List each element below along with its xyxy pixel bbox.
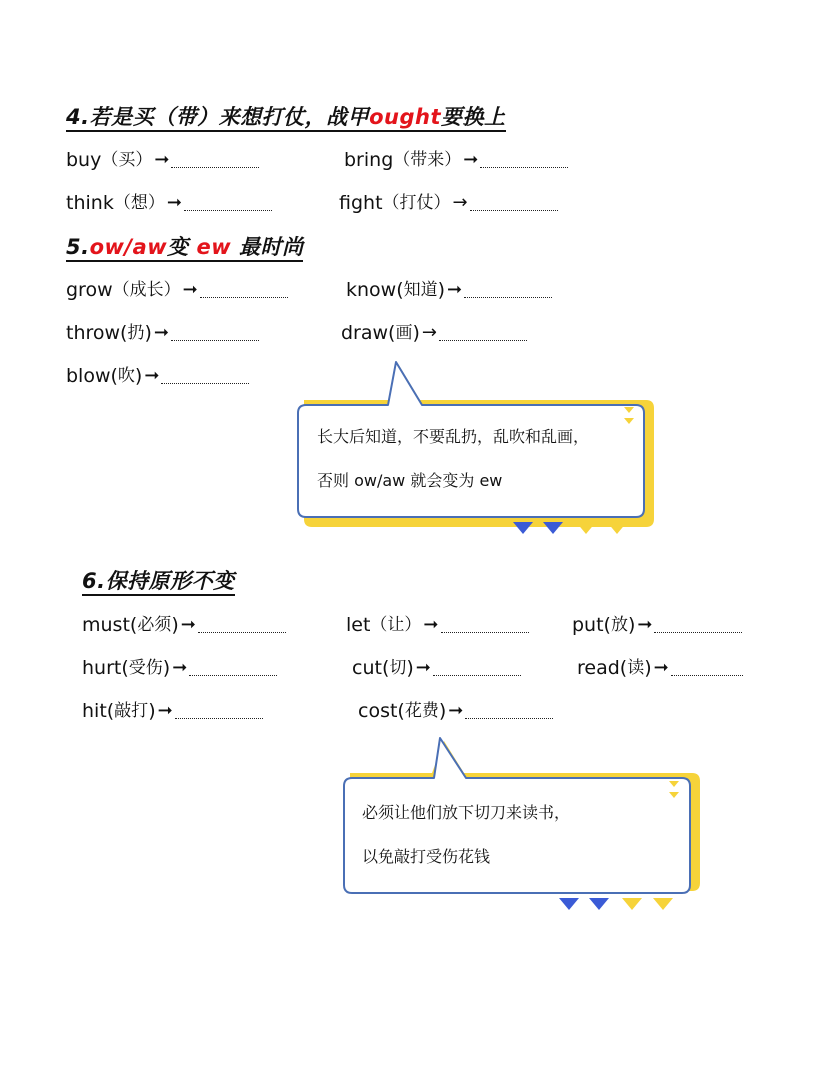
section-4-heading-tail: 要换上: [441, 104, 506, 129]
word-think: think （想） ➞: [66, 190, 272, 216]
section-5-heading: 5.ow/aw变 ew 最时尚: [66, 233, 303, 261]
arrow-icon: ➞: [463, 149, 479, 170]
arrow-icon: ➞: [423, 614, 439, 635]
word-hurt: hurt( 受伤 ) ➞: [82, 655, 277, 681]
arrow-icon: ➞: [154, 149, 170, 170]
word-buy: buy （买） ➞: [66, 147, 259, 173]
word-hit: hit( 敲打 ) ➞: [82, 698, 263, 724]
section-4-heading: [66, 103, 506, 131]
section-6-number: 6.: [82, 569, 106, 593]
answer-blank[interactable]: [439, 339, 527, 341]
arrow-icon: ➞: [448, 700, 464, 721]
arrow-icon: ➞: [447, 279, 463, 300]
answer-blank[interactable]: [470, 209, 558, 211]
arrow-icon: ➞: [415, 657, 431, 678]
yellow-triangle-icon: [576, 522, 596, 534]
word-put: put( 放 ) ➞: [572, 612, 742, 638]
arrow-icon: ➞: [182, 279, 198, 300]
bubble-1-line-2: 否则 ow/aw 就会变为 ew: [317, 471, 503, 490]
section-5-number: 5.: [66, 235, 90, 259]
yellow-triangle-icon: [607, 522, 627, 534]
answer-blank[interactable]: [198, 631, 286, 633]
yellow-triangle-icon: [653, 898, 673, 910]
arrow-icon: ➞: [153, 322, 169, 343]
answer-blank[interactable]: [175, 717, 263, 719]
word-fight: fight （打仗） →: [339, 190, 558, 216]
arrow-icon: ➞: [166, 192, 182, 213]
word-blow: blow( 吹 ) ➞: [66, 363, 249, 389]
answer-blank[interactable]: [171, 166, 259, 168]
answer-blank[interactable]: [465, 717, 553, 719]
yellow-triangle-icon: [622, 898, 642, 910]
word-cut: cut( 切 ) ➞: [352, 655, 521, 681]
blue-triangle-icon: [513, 522, 533, 534]
section-5-highlight-1: ow/aw: [89, 235, 168, 259]
answer-blank[interactable]: [200, 296, 288, 298]
section-6-heading: [82, 567, 235, 595]
bubble-2-line-1: 必须让他们放下切刀来读书，: [362, 803, 571, 822]
blue-triangle-icon: [559, 898, 579, 910]
answer-blank[interactable]: [464, 296, 552, 298]
word-know: know( 知道 ) ➞: [346, 277, 552, 303]
answer-blank[interactable]: [189, 674, 277, 676]
word-read: read( 读 ) ➞: [577, 655, 743, 681]
arrow-icon: ➞: [157, 700, 173, 721]
word-draw: draw( 画 ) →: [341, 320, 527, 346]
word-let: let （让） ➞: [346, 612, 529, 638]
arrow-icon: →: [421, 322, 437, 343]
answer-blank[interactable]: [654, 631, 742, 633]
arrow-icon: ➞: [653, 657, 669, 678]
section-5-highlight-2: ew: [196, 235, 232, 259]
word-must: must( 必须 ) ➞: [82, 612, 286, 638]
word-throw: throw( 扔 ) ➞: [66, 320, 259, 346]
section-4-highlight: ought: [369, 105, 441, 129]
blue-triangle-icon: [543, 522, 563, 534]
word-cost: cost( 花费 ) ➞: [358, 698, 553, 724]
bubble-1-line-1: 长大后知道，不要乱扔，乱吹和乱画，: [317, 427, 590, 446]
answer-blank[interactable]: [480, 166, 568, 168]
arrow-icon: ➞: [180, 614, 196, 635]
arrow-icon: →: [452, 192, 468, 213]
answer-blank[interactable]: [161, 382, 249, 384]
answer-blank[interactable]: [184, 209, 272, 211]
answer-blank[interactable]: [171, 339, 259, 341]
bubble-2-line-2: 以免敲打受伤花钱: [362, 847, 491, 866]
section-4-number: 4.: [66, 105, 90, 129]
answer-blank[interactable]: [441, 631, 529, 633]
blue-triangle-icon: [589, 898, 609, 910]
arrow-icon: ➞: [637, 614, 653, 635]
answer-blank[interactable]: [671, 674, 743, 676]
answer-blank[interactable]: [433, 674, 521, 676]
arrow-icon: ➞: [172, 657, 188, 678]
section-6-heading-text: 保持原形不变: [105, 568, 235, 593]
speech-bubble-2: [336, 733, 716, 918]
section-4-heading-text: 若是买（带）来想打仗，战甲: [89, 104, 370, 129]
arrow-icon: ➞: [144, 365, 160, 386]
word-grow: grow （成长） ➞: [66, 277, 288, 303]
word-bring: bring （带来） ➞: [344, 147, 568, 173]
